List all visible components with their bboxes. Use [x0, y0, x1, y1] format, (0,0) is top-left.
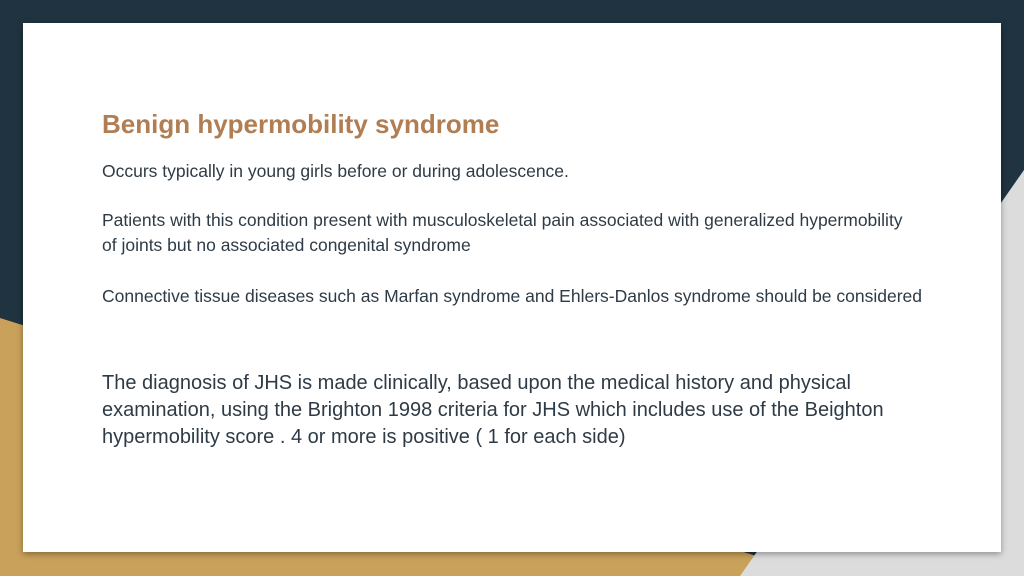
slide-title: Benign hypermobility syndrome — [102, 109, 500, 139]
paragraph-presentation: Patients with this condition present with musculoskeletal pain associated with generalized hypermobility of joints but no associated congenital syndrome — [102, 210, 903, 255]
paragraph-occurrence: Occurs typically in young girls before or during adolescence. — [102, 161, 569, 181]
paragraph-differential: Connective tissue diseases such as Marfan syndrome and Ehlers-Danlos syndrome should be considered — [102, 286, 923, 306]
paragraph-diagnosis: The diagnosis of JHS is made clinically, based upon the medical history and physical examination, using the Brighton 1998 criteria for JHS which includes use of the Beighton hypermobility score . 4 or more is positive ( 1 for each side) — [102, 372, 884, 448]
slide-card — [23, 23, 1001, 552]
